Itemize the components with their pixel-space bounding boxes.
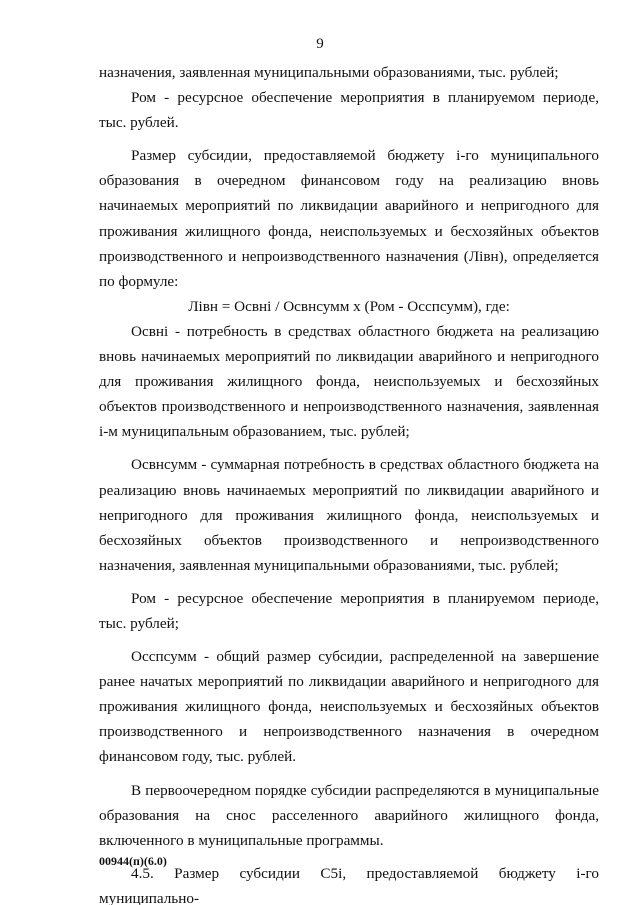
paragraph-priority-distribution: В первоочередном порядке субсидии распределяются в муниципальные образования на снос расселенного аварийного жилищного фонда, включенного в муниципальные программы. (99, 781, 599, 849)
paragraph-rom-definition: Ром - ресурсное обеспечение мероприятия в планируемом периоде, тыс. рублей. (99, 89, 599, 132)
document-code: 00944(п)(6.0) (99, 854, 167, 868)
paragraph-osvnsumm-definition: Освнсумм - суммарная потребность в средствах областного бюджета на реализацию вновь начинаемых мероприятий по ликвидации аварийного и непригодного для проживания жилищного фонда, неиспользуемых и бесхозяйных объектов производственного и непроизводственного назначения, заявленная муниципальными образованиями, тыс. рублей; (99, 456, 599, 574)
paragraph-rom-definition-2: Ром - ресурсное обеспечение мероприятия в планируемом периоде, тыс. рублей; (99, 589, 599, 632)
paragraph-osvni-definition: Освні - потребность в средствах областного бюджета на реализацию вновь начинаемых мероприятий по ликвидации аварийного и непригодного для проживания жилищного фонда, неиспользуемых и бесхозяйных объектов производственного и непроизводственного назначения, заявленная i-м муниципальным образованием, тыс. рублей; (99, 322, 599, 441)
formula-line: Лівн = Освні / Освнсумм х (Ром - Осспсумм), где: (188, 297, 510, 315)
paragraph-subsidy-size: Размер субсидии, предоставляемой бюджету i-го муниципального образования в очередном финансовом году на реализацию вновь начинаемых мероприятий по ликвидации аварийного и непригодного для проживания жилищного фонда, неиспользуемых и бесхозяйных объектов производственного и непроизводственного назначения (Лівн), определяется по формуле: (99, 147, 599, 290)
paragraph-osspsumm-definition: Осспсумм - общий размер субсидии, распределенной на завершение ранее начатых мероприятий по ликвидации аварийного и непригодного для проживания жилищного фонда, неиспользуемых и бесхозяйных объектов производственного и непроизводственного назначения в очередном финансовом году, тыс. рублей. (99, 648, 599, 766)
page-number: 9 (316, 36, 324, 52)
document-body (99, 60, 599, 905)
paragraph-continuation: назначения, заявленная муниципальными образованиями, тыс. рублей; (99, 64, 559, 81)
paragraph-section-4-5: 4.5. Размер субсидии С5і, предоставляемой бюджету i-го муниципально- (99, 864, 599, 905)
